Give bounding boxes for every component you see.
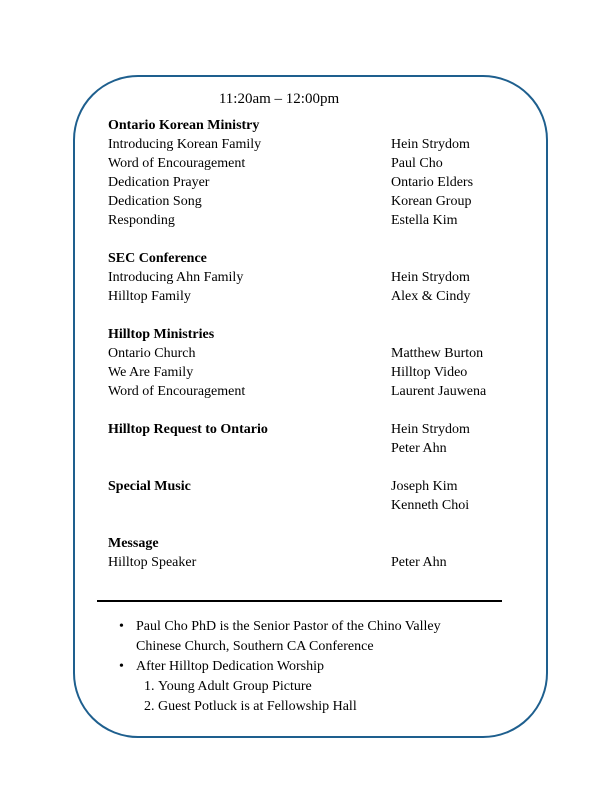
section-ontario-korean-ministry — [108, 116, 506, 230]
section-title-row — [108, 534, 506, 553]
section-message — [108, 534, 506, 572]
program-row — [108, 363, 506, 382]
participant-name: Kenneth Choi — [391, 498, 470, 513]
program-item: Word of Encouragement — [108, 156, 246, 171]
participant-name: Hein Strydom — [391, 422, 470, 437]
section-divider-line — [97, 600, 502, 602]
program-row — [108, 211, 506, 230]
section-title-row — [108, 420, 506, 439]
program-row — [108, 344, 506, 363]
participant-name: Hein Strydom — [391, 270, 470, 285]
section-title: Special Music — [108, 479, 191, 494]
program-row — [108, 553, 506, 572]
program-item: Dedication Prayer — [108, 175, 210, 190]
program-row — [108, 173, 506, 192]
participant-name: Ontario Elders — [391, 175, 474, 190]
participant-name — [391, 534, 506, 553]
participant-name: Estella Kim — [391, 213, 458, 228]
program-row — [108, 268, 506, 287]
participant-name: Paul Cho — [391, 156, 443, 171]
program-row — [108, 382, 506, 401]
program-item — [108, 496, 391, 515]
note-item — [136, 617, 506, 657]
participant-name: Matthew Burton — [391, 346, 484, 361]
participant-name: Korean Group — [391, 194, 472, 209]
program-row — [108, 439, 506, 458]
participant-name: Peter Ahn — [391, 555, 447, 570]
program-item: We Are Family — [108, 365, 194, 380]
time-range-heading: 11:20am – 12:00pm — [218, 91, 340, 107]
program-row — [108, 154, 506, 173]
section-title-row — [108, 116, 506, 135]
program-row — [108, 287, 506, 306]
participant-name — [391, 249, 506, 268]
participant-name: Alex & Cindy — [391, 289, 471, 304]
participant-name: Hein Strydom — [391, 137, 470, 152]
participant-name: Laurent Jauwena — [391, 384, 487, 399]
program-item: Responding — [108, 213, 175, 228]
participant-name: Joseph Kim — [391, 479, 458, 494]
program-item: Dedication Song — [108, 194, 202, 209]
program-item: Word of Encouragement — [108, 384, 246, 399]
section-title: Hilltop Ministries — [108, 327, 215, 342]
section-special-music — [108, 477, 506, 515]
section-title-row — [108, 249, 506, 268]
section-sec-conference — [108, 249, 506, 306]
note-item — [136, 657, 506, 717]
section-title-row — [108, 325, 506, 344]
program-item — [108, 439, 391, 458]
program-row — [108, 496, 506, 515]
section-title: Ontario Korean Ministry — [108, 118, 260, 133]
participant-name: Peter Ahn — [391, 441, 447, 456]
program-item: Ontario Church — [108, 346, 196, 361]
program-row — [108, 192, 506, 211]
section-hilltop-request — [108, 420, 506, 458]
program-item: Introducing Korean Family — [108, 137, 262, 152]
program-card — [73, 75, 548, 738]
section-title: SEC Conference — [108, 251, 207, 266]
note-text: • Paul Cho PhD is the Senior Pastor of the Chino Valley Chinese Church, Southern CA Conference — [136, 619, 441, 654]
note-sublist — [136, 677, 506, 717]
note-text: • After Hilltop Dedication Worship — [136, 659, 324, 674]
program-item: Introducing Ahn Family — [108, 270, 244, 285]
note-subitem: 2. Guest Potluck is at Fellowship Hall — [158, 697, 506, 717]
notes-list — [108, 617, 506, 717]
program-row — [108, 135, 506, 154]
program-item: Hilltop Speaker — [108, 555, 197, 570]
section-title: Message — [108, 536, 159, 551]
note-subitem: 1. Young Adult Group Picture — [158, 677, 506, 697]
section-title-row — [108, 477, 506, 496]
program-item: Hilltop Family — [108, 289, 191, 304]
participant-name — [391, 325, 506, 344]
section-title: Hilltop Request to Ontario — [108, 422, 268, 437]
section-hilltop-ministries — [108, 325, 506, 401]
participant-name — [391, 116, 506, 135]
participant-name: Hilltop Video — [391, 365, 468, 380]
